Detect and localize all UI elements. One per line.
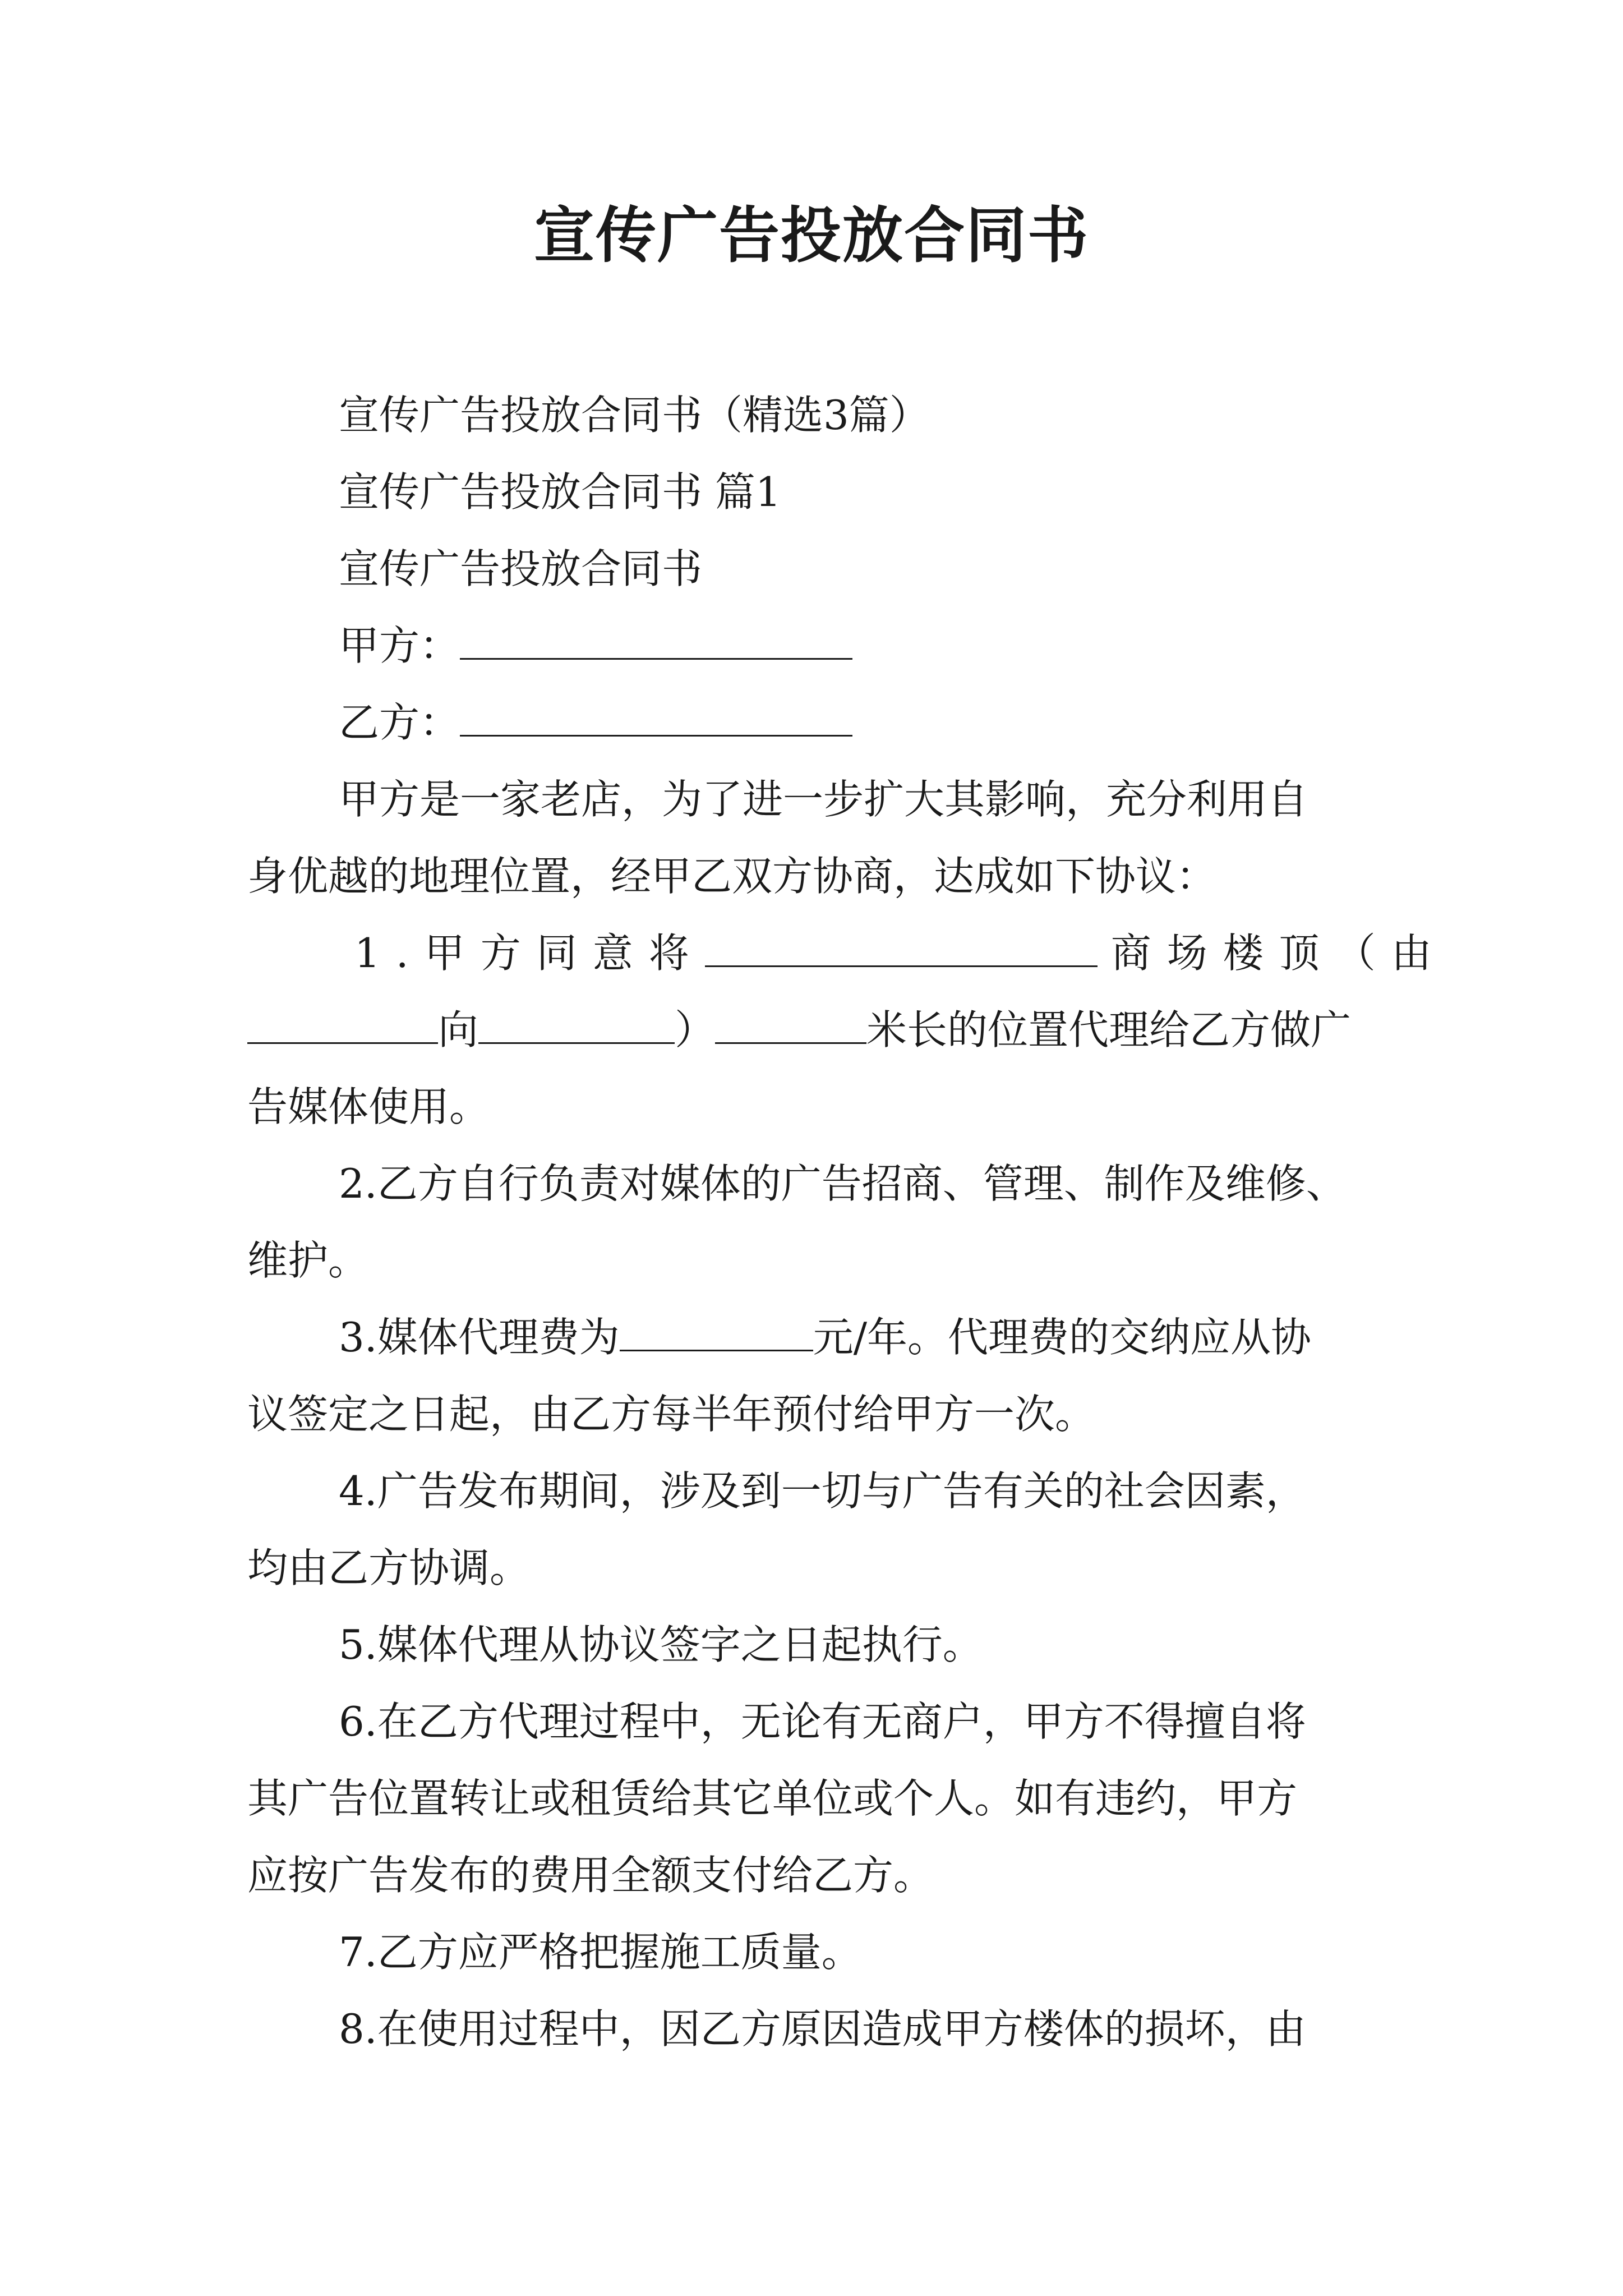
clause-1-text-a: 1.甲方同意将 bbox=[354, 930, 705, 977]
clause-5-line-1: 5.媒体代理从协议签字之日起执行。 bbox=[339, 1621, 983, 1668]
clause-6-line-3: 应按广告发布的费用全额支付给乙方。 bbox=[247, 1852, 934, 1899]
clause-7-line-1: 7.乙方应严格把握施工质量。 bbox=[339, 1929, 862, 1976]
clause-1-text-c: 向 bbox=[438, 1006, 479, 1053]
clause-3-text-b: 元/年。代理费的交纳应从协 bbox=[813, 1314, 1311, 1361]
clause-1-line-1 bbox=[354, 925, 1447, 981]
clause-6-line-1: 6.在乙方代理过程中，无论有无商户，甲方不得擅自将 bbox=[339, 1698, 1306, 1745]
clause-1-line-3: 告媒体使用。 bbox=[247, 1083, 490, 1130]
intro-line-2: 身优越的地理位置，经甲乙双方协商，达成如下协议： bbox=[247, 853, 1217, 900]
clause-1-blank-to bbox=[478, 1007, 675, 1044]
clause-1-blank-mall bbox=[705, 931, 1098, 967]
clause-3-line-2: 议签定之日起，由乙方每半年预付给甲方一次。 bbox=[247, 1391, 1096, 1438]
clause-1-line-2 bbox=[247, 1002, 1351, 1058]
clause-4-line-1: 4.广告发布期间，涉及到一切与广告有关的社会因素， bbox=[339, 1467, 1306, 1515]
clause-3-line-1 bbox=[339, 1309, 1311, 1365]
document-title: 宣传广告投放合同书 bbox=[533, 200, 1089, 271]
party-b-label: 乙方： bbox=[339, 699, 460, 746]
clause-4-line-2: 均由乙方协调。 bbox=[247, 1544, 531, 1591]
contract-name: 宣传广告投放合同书 bbox=[339, 545, 703, 592]
section-heading: 宣传广告投放合同书 篇1 bbox=[339, 468, 781, 516]
clause-3-blank-fee bbox=[620, 1315, 813, 1351]
party-b-blank bbox=[460, 700, 852, 737]
party-a-blank bbox=[460, 623, 852, 660]
clause-1-blank-length bbox=[715, 1007, 866, 1044]
party-b-line bbox=[339, 694, 852, 751]
clause-1-text-d: ） bbox=[675, 1006, 716, 1053]
clause-2-line-2: 维护。 bbox=[247, 1237, 369, 1284]
collection-subtitle: 宣传广告投放合同书（精选3篇） bbox=[339, 392, 930, 439]
clause-1-text-e: 米长的位置代理给乙方做广 bbox=[866, 1006, 1352, 1053]
clause-1-text-b: 商场楼顶（由 bbox=[1110, 930, 1447, 977]
clause-2-line-1: 2.乙方自行负责对媒体的广告招商、管理、制作及维修、 bbox=[339, 1160, 1347, 1207]
clause-3-text-a: 3.媒体代理费为 bbox=[339, 1314, 620, 1361]
clause-1-blank-from bbox=[247, 1007, 438, 1044]
party-a-line bbox=[339, 618, 852, 674]
party-a-label: 甲方： bbox=[339, 622, 460, 669]
clause-6-line-2: 其广告位置转让或租赁给其它单位或个人。如有违约，甲方 bbox=[247, 1775, 1298, 1822]
clause-8-line-1: 8.在使用过程中，因乙方原因造成甲方楼体的损坏，由 bbox=[339, 2005, 1306, 2053]
intro-line-1: 甲方是一家老店，为了进一步扩大其影响，充分利用自 bbox=[339, 776, 1308, 823]
